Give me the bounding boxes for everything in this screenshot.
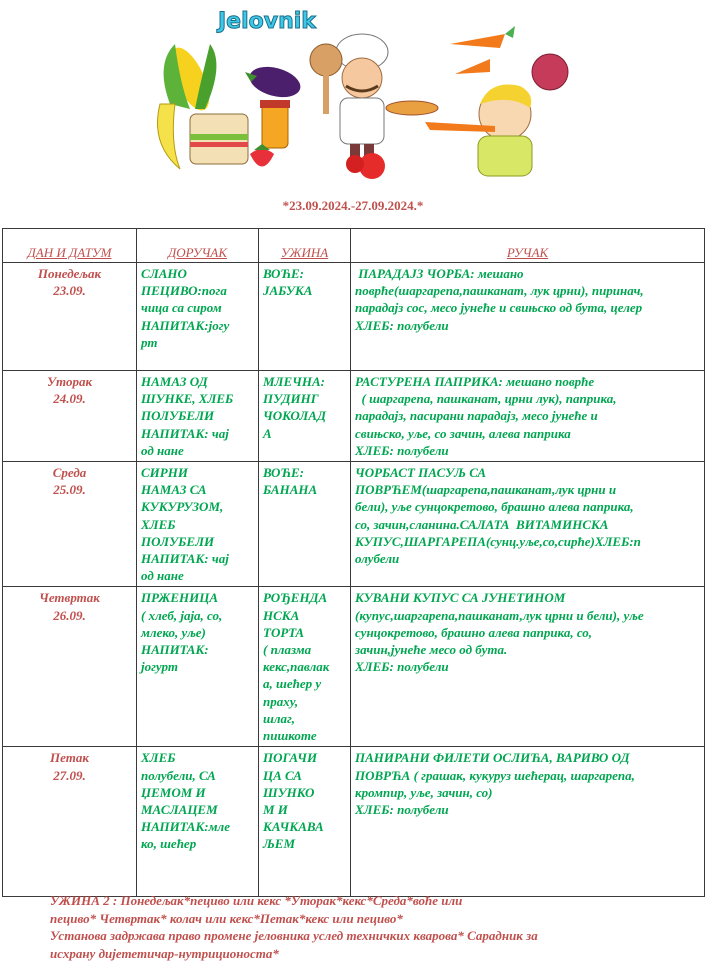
day-cell bbox=[3, 263, 137, 371]
breakfast-line: јогурт bbox=[141, 659, 178, 675]
header-breakfast: ДОРУЧАК bbox=[137, 229, 259, 263]
day-name: Четвртак bbox=[39, 590, 100, 606]
lunch-line: ( шаргарепа, пашканат, црни лук), паприка, bbox=[355, 391, 617, 407]
snack-line: а, шећер у bbox=[263, 676, 322, 692]
snack-cell bbox=[259, 371, 351, 462]
breakfast-cell bbox=[137, 371, 259, 462]
day-name: Среда bbox=[52, 465, 87, 481]
breakfast-cell bbox=[137, 747, 259, 897]
breakfast-cell bbox=[137, 263, 259, 371]
snack-line: ТОРТА bbox=[263, 624, 305, 640]
breakfast-cell bbox=[137, 587, 259, 747]
breakfast-line: млеко, уље) bbox=[141, 624, 206, 640]
breakfast-line: ХЛЕБ bbox=[141, 750, 176, 766]
snack-line: ШУНКО bbox=[263, 784, 315, 800]
breakfast-line: од нане bbox=[141, 568, 184, 584]
lunch-line: ЧОРБАСТ ПАСУЉ СА bbox=[355, 465, 487, 481]
snack-line: А bbox=[263, 425, 272, 441]
day-cell bbox=[3, 587, 137, 747]
table-row bbox=[3, 747, 705, 897]
eggplant-icon bbox=[246, 62, 303, 103]
snack-cell bbox=[259, 747, 351, 897]
lunch-line: КУВАНИ КУПУС СА ЈУНЕТИНОМ bbox=[355, 590, 566, 606]
snack-line: ( плазма bbox=[263, 642, 312, 658]
day-name: Понедељак bbox=[37, 266, 102, 281]
breakfast-line: НАМАЗ ОД bbox=[141, 374, 208, 389]
lunch-line: ПОВРЋА ( грашак, кукуруз шећерац, шаргарепа, bbox=[355, 767, 635, 783]
lunch-line: ПАРАДАЈЗ ЧОРБА: мешано bbox=[355, 266, 524, 281]
lunch-line: ХЛЕБ: полубели bbox=[355, 317, 449, 333]
header-day: ДАН И ДАТУМ bbox=[3, 229, 137, 263]
child-icon bbox=[425, 84, 532, 176]
snack-line: кекс,павлак bbox=[263, 659, 330, 675]
breakfast-line: ко, шећер bbox=[141, 836, 197, 852]
lunch-line: ПОВРЋЕМ(шаргарепа,пашканат,лук црни и bbox=[355, 482, 617, 498]
juice-jar-icon bbox=[260, 100, 290, 148]
snack-line: ЈАБУКА bbox=[263, 283, 313, 299]
breakfast-line: ШУНКЕ, ХЛЕБ bbox=[141, 391, 234, 407]
breakfast-line: НАПИТАК: чај bbox=[141, 425, 229, 441]
breakfast-line: СЛАНО bbox=[141, 266, 187, 281]
table-header-row bbox=[3, 229, 705, 263]
breakfast-line: НАМАЗ СА bbox=[141, 482, 207, 498]
lunch-line: (купус,шаргарепа,пашканат,лук црни и бели), уље bbox=[355, 607, 644, 623]
lunch-line: свињско, уље, со зачин, алева паприка bbox=[355, 425, 571, 441]
lunch-line: ПАНИРАНИ ФИЛЕТИ ОСЛИЋА, ВАРИВО ОД bbox=[355, 750, 630, 766]
lunch-line: со, зачин,сланина.САЛАТА ВИТАМИНСКА bbox=[355, 516, 609, 532]
lunch-line: сунцокретово, брашно алева паприка, со, bbox=[355, 624, 593, 640]
lunch-line: ХЛЕБ: полубели bbox=[355, 659, 449, 675]
breakfast-line: НАПИТАК: bbox=[141, 642, 209, 658]
breakfast-line: ПОЛУБЕЛИ bbox=[141, 533, 215, 549]
day-date: 25.09. bbox=[53, 482, 86, 498]
breakfast-line: КУКУРУЗОМ, bbox=[141, 499, 224, 515]
sandwich-icon bbox=[190, 114, 248, 164]
lunch-cell bbox=[351, 462, 705, 587]
breakfast-line: чица са сиром bbox=[141, 300, 222, 316]
footer-line: УЖИНА 2 : Понедељак*пециво или кекс *Уторак*кекс*Среда*воће или bbox=[50, 893, 463, 908]
day-date: 26.09. bbox=[53, 607, 86, 623]
day-cell bbox=[3, 747, 137, 897]
breakfast-line: ПРЖЕНИЦА bbox=[141, 590, 218, 606]
chef-icon bbox=[310, 34, 438, 170]
table-row bbox=[3, 462, 705, 587]
strawberry-icon bbox=[250, 149, 274, 167]
snack-line: пишкоте bbox=[263, 728, 317, 744]
lunch-line: олубели bbox=[355, 551, 400, 567]
lunch-line: поврће(шаргарепа,пашканат, лук црни), пиринач, bbox=[355, 283, 644, 299]
breakfast-line: НАПИТАК:јогу bbox=[141, 317, 230, 333]
snack-line: ЉЕМ bbox=[263, 836, 296, 852]
breakfast-line: ХЛЕБ bbox=[141, 516, 176, 532]
snack-line: шлаг, bbox=[263, 710, 296, 726]
lunch-line: КУПУС,ШАРГАРЕПА(сунц.уље,со,сирће)ХЛЕБ:п bbox=[355, 533, 641, 549]
menu-illustration bbox=[150, 4, 570, 182]
lunch-line: ХЛЕБ: полубели bbox=[355, 442, 449, 458]
breakfast-line: НАПИТАК: чај bbox=[141, 551, 229, 567]
day-date: 27.09. bbox=[53, 767, 86, 783]
day-name: Петак bbox=[50, 750, 89, 766]
lunch-line: РАСТУРЕНА ПАПРИКА: мешано поврће bbox=[355, 374, 595, 389]
header-lunch: РУЧАК bbox=[351, 229, 705, 263]
snack-line: ПУДИНГ bbox=[263, 391, 319, 407]
snack-line: ПОГАЧИ bbox=[263, 750, 318, 766]
snack-line: БАНАНА bbox=[263, 482, 318, 498]
breakfast-line: ПОЛУБЕЛИ bbox=[141, 408, 215, 424]
carrot-icon bbox=[450, 26, 515, 74]
breakfast-line: МАСЛАЦЕМ bbox=[141, 802, 218, 818]
snack-line: ЦА СА bbox=[263, 767, 302, 783]
snack-line: праху, bbox=[263, 693, 299, 709]
snack-cell bbox=[259, 462, 351, 587]
breakfast-line: ( хлеб, јаја, со, bbox=[141, 607, 223, 623]
footer-line: исхрану дијететичар-нутриционоста* bbox=[50, 945, 279, 961]
snack-line: ВОЋЕ: bbox=[263, 465, 304, 481]
day-name: Уторак bbox=[46, 374, 93, 389]
snack-line: МЛЕЧНА: bbox=[263, 374, 325, 389]
onion-icon bbox=[532, 54, 568, 90]
date-range: *23.09.2024.-27.09.2024.* bbox=[282, 198, 424, 213]
menu-table bbox=[2, 228, 705, 897]
breakfast-line: рт bbox=[141, 334, 158, 350]
breakfast-line: СИРНИ bbox=[141, 465, 188, 481]
snack-line: КАЧКАВА bbox=[263, 819, 324, 835]
lunch-cell bbox=[351, 747, 705, 897]
footer-line: Установа задржава право промене јеловника услед техничких кварова* Сарадник за bbox=[50, 928, 538, 943]
table-row bbox=[3, 263, 705, 371]
footer-notes bbox=[50, 892, 690, 962]
snack-line: НСКА bbox=[263, 607, 300, 623]
breakfast-line: НАПИТАК:мле bbox=[141, 819, 230, 835]
footer-line: пециво* Четвртак* колач или кекс*Петак*кекс или пециво* bbox=[50, 910, 403, 926]
snack-line: М И bbox=[263, 802, 288, 818]
breakfast-line: од нане bbox=[141, 442, 184, 458]
banana-icon bbox=[158, 104, 181, 169]
day-cell bbox=[3, 371, 137, 462]
day-cell bbox=[3, 462, 137, 587]
lunch-line: зачин,јунеће месо од бута. bbox=[355, 642, 508, 658]
snack-cell bbox=[259, 587, 351, 747]
lunch-cell bbox=[351, 587, 705, 747]
snack-line: ВОЋЕ: bbox=[263, 266, 304, 281]
breakfast-line: ЏЕМОМ И bbox=[141, 784, 206, 800]
breakfast-cell bbox=[137, 462, 259, 587]
table-row bbox=[3, 371, 705, 462]
breakfast-line: полубели, СА bbox=[141, 767, 216, 783]
table-row bbox=[3, 587, 705, 747]
lunch-cell bbox=[351, 371, 705, 462]
lunch-line: парадајз, пасирани парадајз, месо јунеће и bbox=[355, 408, 598, 424]
lunch-line: парадајз сос, месо јунеће и свињско од бута, целер bbox=[355, 300, 643, 316]
snack-cell bbox=[259, 263, 351, 371]
header-snack: УЖИНА bbox=[259, 229, 351, 263]
day-date: 23.09. bbox=[53, 283, 86, 299]
breakfast-line: ПЕЦИВО:пога bbox=[141, 283, 227, 299]
lunch-line: бели), уље сунцокретово, брашно алева паприка, bbox=[355, 499, 634, 515]
lunch-line: ХЛЕБ: полубели bbox=[355, 802, 449, 818]
snack-line: РОЂЕНДА bbox=[263, 590, 328, 606]
day-date: 24.09. bbox=[53, 391, 86, 407]
lunch-line: кромпир, уље, зачин, со) bbox=[355, 784, 493, 800]
snack-line: ЧОКОЛАД bbox=[263, 408, 327, 424]
lunch-cell bbox=[351, 263, 705, 371]
logo-text: Jelovnik bbox=[218, 9, 316, 34]
